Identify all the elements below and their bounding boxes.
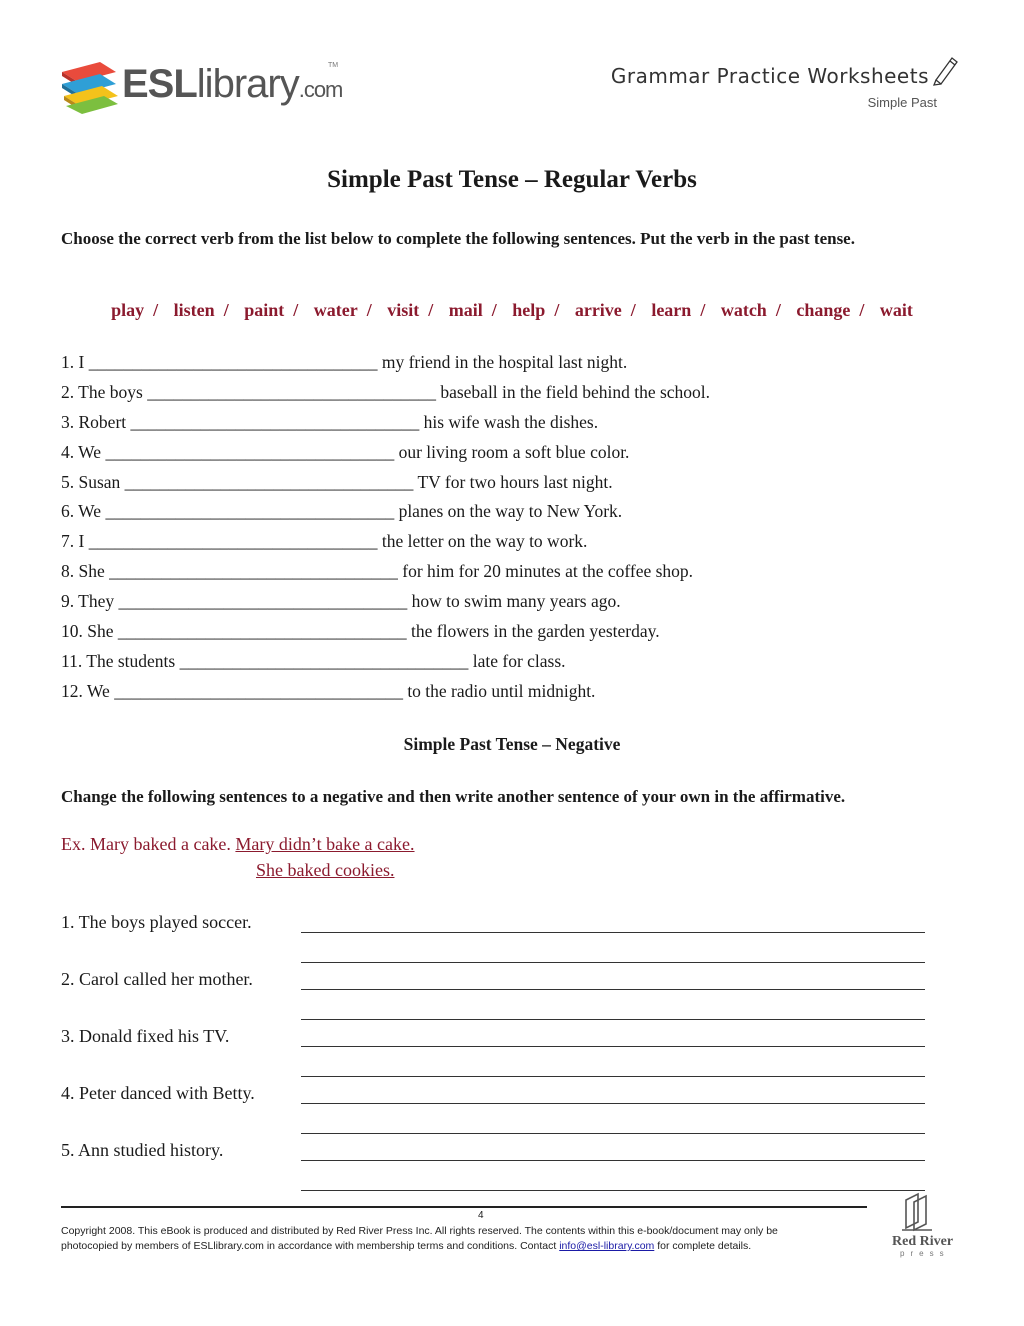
fill-in-sentence: 3. Robert _________________________________ his wife wash the dishes. xyxy=(61,411,599,432)
contact-email-link[interactable]: info@esl-library.com xyxy=(559,1240,655,1252)
fill-in-sentence: 2. The boys _________________________________ baseball in the field behind the school. xyxy=(61,381,711,402)
verb-visit: visit xyxy=(387,300,420,320)
verb-water: water xyxy=(313,300,358,320)
verb-wait: wait xyxy=(879,300,913,320)
verb-learn: learn xyxy=(651,300,692,320)
fill-in-sentence: 5. Susan _________________________________ TV for two hours last night. xyxy=(61,471,613,492)
negative-exercise-sentence: 5. Ann studied history. xyxy=(61,1140,224,1160)
negative-exercise-sentence: 2. Carol called her mother. xyxy=(61,969,253,989)
example-prefix: Ex. Mary baked a cake. xyxy=(61,834,231,854)
verb-help: help xyxy=(512,300,546,320)
fill-in-sentence: 7. I _________________________________ the letter on the way to work. xyxy=(61,531,588,552)
verb-arrive: arrive xyxy=(574,300,622,320)
answer-line[interactable] xyxy=(301,962,925,963)
page-title: Simple Past Tense – Regular Verbs xyxy=(327,166,697,193)
logo-esl-text: ESL xyxy=(122,62,197,106)
answer-line[interactable] xyxy=(301,1190,925,1191)
answer-line[interactable] xyxy=(301,1076,925,1077)
trademark-mark: TM xyxy=(328,62,339,69)
answer-line[interactable] xyxy=(301,989,925,990)
copyright-line-2-end: for complete details. xyxy=(654,1240,752,1252)
page-number: 4 xyxy=(478,1210,484,1221)
fill-in-sentence: 8. She _________________________________ for him for 20 minutes at the coffee shop. xyxy=(61,561,694,582)
logo-wordmark xyxy=(122,62,342,107)
negative-exercise-sentence: 1. The boys played soccer. xyxy=(61,912,252,932)
example-affirmative: She baked cookies. xyxy=(256,860,395,880)
verb-change: change xyxy=(796,300,851,320)
answer-line[interactable] xyxy=(301,932,925,933)
fill-in-sentence: 4. We _________________________________ our living room a soft blue color. xyxy=(61,441,630,462)
logo-library-text: library xyxy=(196,62,299,106)
books-stack-icon xyxy=(60,58,120,118)
copyright-line-2-text: photocopied by members of ESLlibrary.com in accordance with membership terms and conditions. Contact xyxy=(61,1240,560,1252)
negative-exercise-sentence: 4. Peter danced with Betty. xyxy=(61,1083,255,1103)
verb-paint: paint xyxy=(244,300,285,320)
answer-line[interactable] xyxy=(301,1046,925,1047)
esl-library-logo xyxy=(60,58,380,118)
fill-in-sentence: 12. We _________________________________ to the radio until midnight. xyxy=(61,680,596,701)
fill-in-sentence: 6. We _________________________________ planes on the way to New York. xyxy=(61,501,623,522)
section-title-negative: Simple Past Tense – Negative xyxy=(403,734,621,754)
answer-line[interactable] xyxy=(301,1019,925,1020)
answer-line[interactable] xyxy=(301,1133,925,1134)
verb-play: play xyxy=(111,300,145,320)
verb-mail: mail xyxy=(448,300,483,320)
publisher-press: press xyxy=(900,1249,950,1258)
copyright-line-2 xyxy=(61,1239,881,1254)
negative-exercise-sentence: 3. Donald fixed his TV. xyxy=(61,1026,230,1046)
pencil-icon xyxy=(930,54,960,86)
copyright-notice xyxy=(61,1224,881,1254)
example-negative: Mary didn’t bake a cake. xyxy=(235,834,415,854)
footer-divider xyxy=(61,1206,867,1208)
example-line xyxy=(61,834,415,855)
series-title: Grammar Practice Worksheets xyxy=(610,64,929,88)
answer-line[interactable] xyxy=(301,1160,925,1161)
answer-line[interactable] xyxy=(301,1103,925,1104)
instructions-negative: Change the following sentences to a negative and then write another sentence of your own in the affirmative. xyxy=(61,787,846,806)
verb-word-bank: play / listen / paint / water / visit / mail / help / arrive / learn / watch / change / wait xyxy=(111,300,913,320)
series-subtitle: Simple Past xyxy=(867,95,937,110)
copyright-line-1: Copyright 2008. This eBook is produced and distributed by Red River Press Inc. All rights reserved. The contents within this e-book/document may only be xyxy=(61,1225,778,1237)
fill-in-sentence: 1. I _________________________________ my friend in the hospital last night. xyxy=(61,352,628,372)
logo-com-text: .com xyxy=(298,77,343,102)
verb-listen: listen xyxy=(173,300,215,320)
fill-in-sentence-list xyxy=(61,350,961,709)
instructions-fill-in: Choose the correct verb from the list below to complete the following sentences. Put the verb in the past tense. xyxy=(61,229,855,248)
fill-in-sentence: 9. They _________________________________ how to swim many years ago. xyxy=(61,591,621,612)
fill-in-sentence: 10. She _________________________________ the flowers in the garden yesterday. xyxy=(61,621,660,642)
publisher-name: Red River xyxy=(892,1234,954,1249)
fill-in-sentence: 11. The students _________________________________ late for class. xyxy=(61,650,566,671)
verb-watch: watch xyxy=(720,300,767,320)
